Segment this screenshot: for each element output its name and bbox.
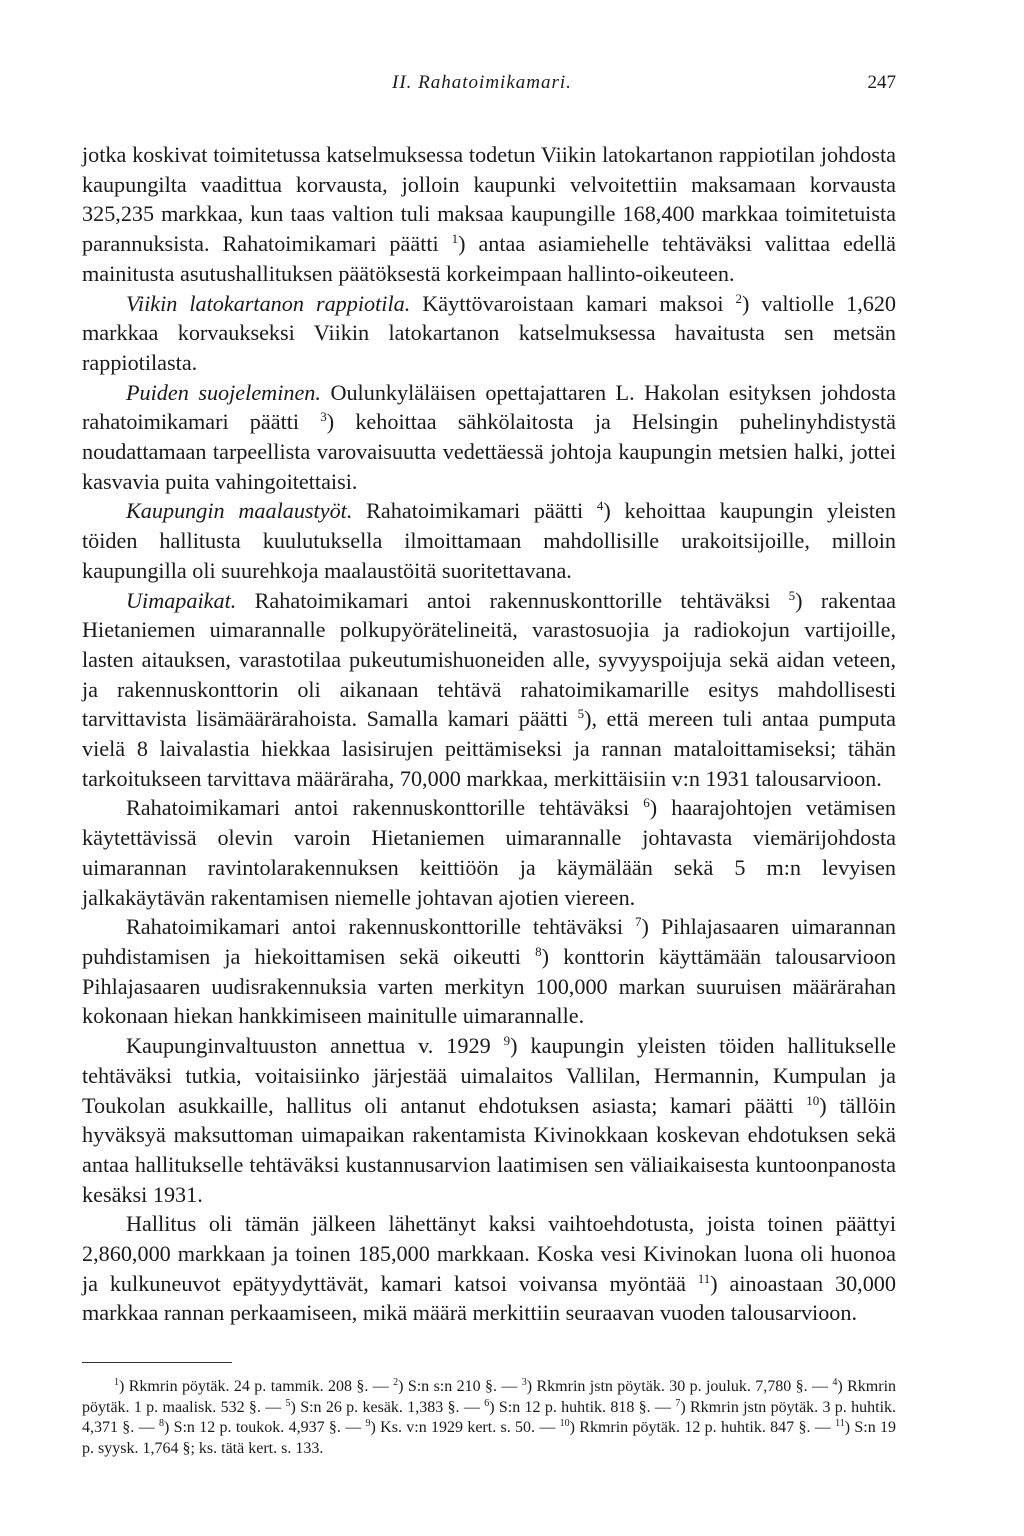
footnote-ref: 5 — [788, 587, 796, 603]
footnote-ref: 11 — [697, 1270, 711, 1286]
footnote-number: 3 — [521, 1377, 527, 1389]
page-number: 247 — [867, 72, 896, 93]
footnote-ref: 9 — [503, 1033, 511, 1049]
footnote — [484, 1399, 675, 1416]
footnote-text: ) Rkmrin jstn pöytäk. 3 p. huhtik. 4,371 §. — — [82, 1398, 897, 1437]
footnote-block — [82, 1377, 896, 1459]
footnote-ref: 2 — [735, 290, 743, 306]
footnote — [114, 1378, 393, 1395]
footnote-text: ) S:n 26 p. kesäk. 1,383 §. — — [290, 1398, 485, 1416]
footnote-number: 4 — [832, 1377, 838, 1389]
section-heading: Kaupungin maalaustyöt. — [126, 498, 353, 524]
footnote-text: ) Rkmrin pöytäk. 1 p. maalisk. 532 §. — — [82, 1378, 897, 1416]
page — [82, 72, 896, 1459]
footnote-ref: 8 — [535, 943, 542, 959]
footnote-number: 8 — [158, 1418, 164, 1430]
footnote-ref: 4 — [596, 498, 604, 514]
paragraph: Viikin latokartanon rappiotila. Käyttövaroistaan kamari maksoi $^2$) valtiolle 1,620 markkaa korvaukseksi Viikin latokartanon katselmuksessa havaitusta sen metsän rappiotilasta. — [82, 290, 897, 375]
footnote — [366, 1419, 560, 1436]
footnote-number: 9 — [365, 1418, 371, 1430]
footnote-number: 11 — [835, 1418, 845, 1430]
footnote-text: ) S:n 12 p. toukok. 4,937 §. — — [163, 1419, 366, 1437]
footnote — [560, 1419, 835, 1436]
paragraph: Rahatoimikamari antoi rakennuskonttorille tehtäväksi $^7$) Pihlajasaaren uimarannan puhdistamisen ja hiekoittamisen sekä oikeutti $^8$) konttorin käyttämään talousarvioon Pihlajasaaren uudisrakennuksia varten merkityn 100,000 markan suuruisen määrärahan kokonaan hiekan hankkimiseen mainitulle uimarannalle. — [82, 914, 897, 1029]
paragraph: Rahatoimikamari antoi rakennuskonttorille tehtäväksi $^6$) haarajohtojen vetämisen käytettävissä olevin varoin Hietaniemen uimarannalle johtavasta viemärijohdosta uimarannan ravintolarakennuksen keittiöön ja käymälään sekä 5 m:n levyisen jalkakäytävän rakentamisen niemelle johtavan ajotien viereen. — [82, 795, 896, 910]
footnote-ref: 7 — [635, 914, 642, 930]
footnote-number: 1 — [114, 1377, 119, 1389]
footnote-text: ) Rkmrin pöytäk. 24 p. tammik. 208 §. — — [119, 1378, 394, 1396]
paragraph: jotka koskivat toimitetussa katselmuksessa todetun Viikin latokartanon rappiotilan johdosta kaupungilta vaadittua korvausta, jolloin kaupunki velvoitettiin maksamaan korvausta 325,235 markkaa, kun taas valtion tuli maksaa kaupungille 168,400 markkaa toimitetuista parannuksista. Rahatoimikamari päätti $^1$) antaa asiamiehelle tehtäväksi valittaa edellä mainitusta asutushallituksen päätöksestä korkeimpaan hallinto-oikeuteen. — [82, 142, 897, 286]
footnote-text: ) Rkmrin pöytäk. 12 p. huhtik. 847 §. — — [569, 1419, 836, 1437]
paragraph: Hallitus oli tämän jälkeen lähettänyt kaksi vaihtoehdotusta, joista toinen päättyi 2,860,000 markkaan ja toinen 185,000 markkaan. Koska vesi Kivinokan luona oli huonoa ja kulkuneuvot epätyydyttävät, kamari katsoi voivansa myöntää $^{11}$) ainoastaan 30,000 markkaa rannan perkaamiseen, mikä määrä merkittiin seuraavan vuoden talousarvioon. — [82, 1211, 896, 1326]
footnote-ref: 3 — [320, 409, 327, 425]
footnote — [522, 1378, 833, 1395]
running-header — [82, 72, 896, 100]
footnote-number: 2 — [393, 1377, 399, 1389]
footnote-ref: 5 — [577, 706, 585, 722]
section-heading: Viikin latokartanon rappiotila. — [126, 290, 411, 316]
section-heading: Uimapaikat. — [126, 587, 237, 613]
footnote-text: ) S:n 19 p. syysk. 1,764 §; ks. tätä kert. s. 133. — [82, 1419, 897, 1457]
section-heading: Puiden suojeleminen. — [126, 379, 321, 405]
footnote-text: ) Rkmrin jstn pöytäk. 30 p. jouluk. 7,780 §. — — [526, 1378, 833, 1396]
footnote-number: 6 — [484, 1397, 490, 1409]
footnote-number: 7 — [675, 1397, 681, 1409]
footnote — [393, 1378, 522, 1395]
footnote-ref: 6 — [643, 795, 650, 811]
footnote-number: 5 — [285, 1397, 291, 1409]
body-text — [82, 140, 896, 1328]
footnote — [286, 1399, 485, 1416]
footnote-divider — [82, 1362, 232, 1363]
running-title: II. Rahatoimikamari. — [392, 72, 572, 93]
paragraph: Kaupungin maalaustyöt. Rahatoimikamari päätti $^4$) kehoittaa kaupungin yleisten töiden hallitusta kuulutuksella ilmoittamaan mahdollisille urakoitsijoille, milloin kaupungilla oli suurehkoja maalaustöitä suoritettavana. — [82, 498, 896, 583]
footnote-text: ) S:n 12 p. huhtik. 818 §. — — [489, 1398, 676, 1416]
paragraph: Kaupunginvaltuuston annettua v. 1929 $^9$) kaupungin yleisten töiden hallitukselle tehtäväksi tutkia, voitaisiinko järjestää uimalaitos Vallilan, Hermannin, Kumpulan ja Toukolan asukkaille, hallitus oli antanut ehdotuksen asiasta; kamari päätti $^{10}$) tällöin hyväksyä maksuttoman uimapaikan rakentamista Kivinokkaan koskevan ehdotuksen sekä antaa hallitukselle tehtäväksi kustannusarvion laatimisen sen väliaikaisesta kuntoonpanosta kesäksi 1931. — [82, 1033, 897, 1207]
footnote — [159, 1419, 366, 1436]
paragraph: Puiden suojeleminen. Oulunkyläläisen opettajattaren L. Hakolan esityksen johdosta rahatoimikamari päätti $^3$) kehoittaa sähkölaitosta ja Helsingin puhelinyhdistystä noudattamaan tarpeellista varovaisuutta vedettäessä johtoja kaupungin metsien halki, jottei kasvavia puita vahingoitettaisi. — [82, 379, 897, 494]
footnote-text: ) S:n s:n 210 §. — — [398, 1378, 522, 1396]
footnotes — [82, 1377, 896, 1459]
paragraph: Uimapaikat. Rahatoimikamari antoi rakennuskonttorille tehtäväksi $^5$) rakentaa Hietaniemen uimarannalle polkupyörätelineitä, varastosuojia ja radiokojun vartijoille, lasten aitauksen, varastotilaa pukeutumishuoneiden alle, syvyyspoijuja sekä aidan veteen, ja rakennuskonttorin oli aikanaan tehtävä rahatoimikamarille esitys mahdollisesti tarvittavista lisämäärärahoista. Samalla kamari päätti $^5$), että mereen tuli antaa pumputa vielä 8 laivalastia hiekkaa lasisirujen peittämiseksi ja rannan mataloittamiseksi; tähän tarkoitukseen tarvittava määräraha, 70,000 markkaa, merkittäisiin v:n 1931 talousarvioon. — [82, 587, 897, 791]
footnote-number: 10 — [559, 1418, 570, 1430]
footnote-ref: 1 — [451, 231, 459, 247]
footnote-text: ) Ks. v:n 1929 kert. s. 50. — — [370, 1419, 560, 1437]
footnote-ref: 10 — [806, 1092, 820, 1108]
